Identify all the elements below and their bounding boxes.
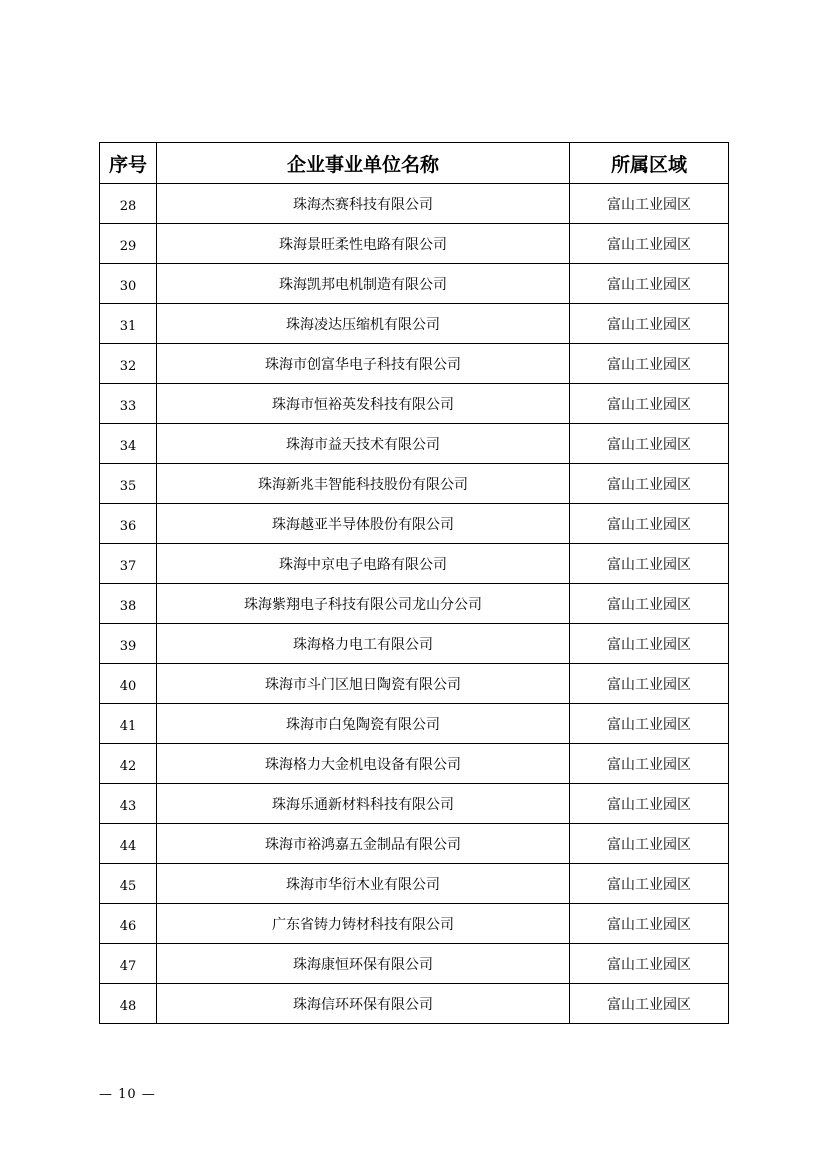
- table-row: [100, 544, 729, 584]
- row-region: 富山工业园区: [570, 704, 729, 744]
- table-row: [100, 264, 729, 304]
- row-region: 富山工业园区: [570, 744, 729, 784]
- table-row: [100, 344, 729, 384]
- row-unit-name: 珠海格力大金机电设备有限公司: [157, 744, 570, 784]
- table-row: [100, 584, 729, 624]
- row-unit-name: 珠海市恒裕英发科技有限公司: [157, 384, 570, 424]
- row-region: 富山工业园区: [570, 264, 729, 304]
- row-serial-number: 44: [100, 824, 157, 864]
- row-region: 富山工业园区: [570, 304, 729, 344]
- row-unit-name: 广东省铸力铸材科技有限公司: [157, 904, 570, 944]
- row-serial-number: 29: [100, 224, 157, 264]
- row-unit-name: 珠海景旺柔性电路有限公司: [157, 224, 570, 264]
- row-unit-name: 珠海市裕鸿嘉五金制品有限公司: [157, 824, 570, 864]
- enterprise-table: [99, 142, 729, 1024]
- row-region: 富山工业园区: [570, 224, 729, 264]
- table-row: [100, 784, 729, 824]
- row-unit-name: 珠海市益天技术有限公司: [157, 424, 570, 464]
- table-row: [100, 744, 729, 784]
- page-number: — 10 —: [99, 1087, 156, 1102]
- row-serial-number: 41: [100, 704, 157, 744]
- row-serial-number: 43: [100, 784, 157, 824]
- row-unit-name: 珠海信环环保有限公司: [157, 984, 570, 1024]
- row-unit-name: 珠海凌达压缩机有限公司: [157, 304, 570, 344]
- header-serial-number: 序号: [100, 143, 157, 184]
- table-row: [100, 864, 729, 904]
- row-unit-name: 珠海越亚半导体股份有限公司: [157, 504, 570, 544]
- row-unit-name: 珠海康恒环保有限公司: [157, 944, 570, 984]
- row-serial-number: 47: [100, 944, 157, 984]
- table-row: [100, 304, 729, 344]
- row-region: 富山工业园区: [570, 424, 729, 464]
- table-row: [100, 424, 729, 464]
- row-region: 富山工业园区: [570, 544, 729, 584]
- row-region: 富山工业园区: [570, 464, 729, 504]
- table-header: [100, 143, 729, 184]
- row-serial-number: 35: [100, 464, 157, 504]
- row-region: 富山工业园区: [570, 384, 729, 424]
- row-serial-number: 34: [100, 424, 157, 464]
- table-row: [100, 384, 729, 424]
- row-region: 富山工业园区: [570, 344, 729, 384]
- row-serial-number: 46: [100, 904, 157, 944]
- row-serial-number: 39: [100, 624, 157, 664]
- row-serial-number: 48: [100, 984, 157, 1024]
- row-region: 富山工业园区: [570, 864, 729, 904]
- row-region: 富山工业园区: [570, 184, 729, 224]
- row-serial-number: 40: [100, 664, 157, 704]
- header-unit-name: 企业事业单位名称: [157, 143, 570, 184]
- row-region: 富山工业园区: [570, 664, 729, 704]
- table-row: [100, 184, 729, 224]
- row-region: 富山工业园区: [570, 784, 729, 824]
- row-unit-name: 珠海市白兔陶瓷有限公司: [157, 704, 570, 744]
- row-unit-name: 珠海市创富华电子科技有限公司: [157, 344, 570, 384]
- table-row: [100, 984, 729, 1024]
- row-region: 富山工业园区: [570, 584, 729, 624]
- row-unit-name: 珠海市华衍木业有限公司: [157, 864, 570, 904]
- table-row: [100, 624, 729, 664]
- row-unit-name: 珠海新兆丰智能科技股份有限公司: [157, 464, 570, 504]
- enterprise-table-container: [99, 142, 728, 1024]
- row-unit-name: 珠海凯邦电机制造有限公司: [157, 264, 570, 304]
- row-serial-number: 32: [100, 344, 157, 384]
- table-row: [100, 664, 729, 704]
- row-unit-name: 珠海市斗门区旭日陶瓷有限公司: [157, 664, 570, 704]
- row-unit-name: 珠海乐通新材料科技有限公司: [157, 784, 570, 824]
- row-serial-number: 36: [100, 504, 157, 544]
- row-serial-number: 42: [100, 744, 157, 784]
- row-region: 富山工业园区: [570, 504, 729, 544]
- row-serial-number: 28: [100, 184, 157, 224]
- row-region: 富山工业园区: [570, 944, 729, 984]
- row-serial-number: 45: [100, 864, 157, 904]
- table-row: [100, 704, 729, 744]
- row-unit-name: 珠海中京电子电路有限公司: [157, 544, 570, 584]
- table-row: [100, 224, 729, 264]
- row-unit-name: 珠海杰赛科技有限公司: [157, 184, 570, 224]
- row-region: 富山工业园区: [570, 904, 729, 944]
- row-serial-number: 33: [100, 384, 157, 424]
- row-serial-number: 31: [100, 304, 157, 344]
- row-serial-number: 37: [100, 544, 157, 584]
- row-region: 富山工业园区: [570, 624, 729, 664]
- table-row: [100, 504, 729, 544]
- table-row: [100, 944, 729, 984]
- header-region: 所属区域: [570, 143, 729, 184]
- row-unit-name: 珠海紫翔电子科技有限公司龙山分公司: [157, 584, 570, 624]
- row-unit-name: 珠海格力电工有限公司: [157, 624, 570, 664]
- row-serial-number: 38: [100, 584, 157, 624]
- table-row: [100, 824, 729, 864]
- table-row: [100, 904, 729, 944]
- row-region: 富山工业园区: [570, 984, 729, 1024]
- table-row: [100, 464, 729, 504]
- row-region: 富山工业园区: [570, 824, 729, 864]
- row-serial-number: 30: [100, 264, 157, 304]
- header-row: [100, 143, 729, 184]
- table-body: [100, 184, 729, 1024]
